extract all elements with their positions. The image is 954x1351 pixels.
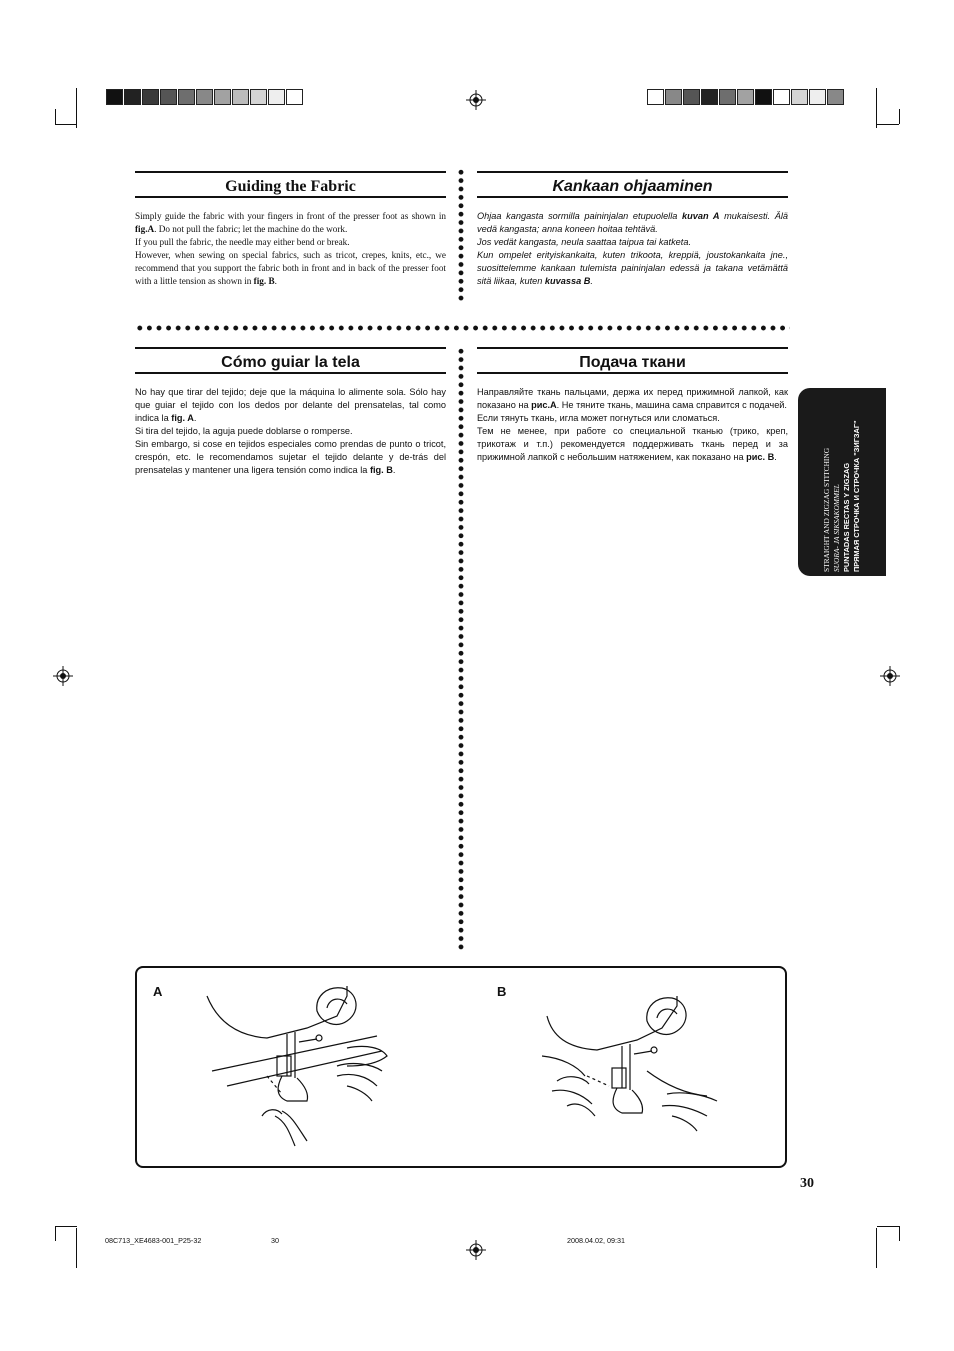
footer-date: 2008.04.02, 09:31 — [567, 1236, 625, 1245]
color-swatch — [160, 89, 177, 105]
section-body-ru: Направляйте ткань пальцами, держа их перед прижимной лапкой, как показано на рис.А. Не тяните ткань, машина сама справится с подачей. Если тянуть ткань, игла может погнуться или сломаться. Тем не менее, при работе со специальной тканью (трико, креп, трикотаж и т.п.) рекомендуется поддерживать ткань перед и за прижимной лапкой с небольшим натяжением, как показано на рис. В. — [477, 387, 788, 462]
color-swatch — [124, 89, 141, 105]
crop-mark — [876, 1228, 877, 1268]
section-body-fi: Ohjaa kangasta sormilla paininjalan etupuolella kuvan A mukaisesti. Älä vedä kangasta; anna koneen hoitaa tehtävä. Jos vedät kangasta, neula saattaa taipua tai katketa. Kun ompelet erityiskankaita, kuten trikoota, kreppiä, joustokankaita jne., suosittelemme kankaan tulemista paininjalan edessä ja takana vetämättä sitä liikaa, kuten kuvassa B. — [477, 211, 788, 286]
color-swatch — [773, 89, 790, 105]
crop-mark — [76, 1228, 77, 1268]
crop-mark — [877, 124, 899, 125]
color-swatch — [737, 89, 754, 105]
color-swatch — [232, 89, 249, 105]
figure-label-b: B — [497, 984, 507, 999]
color-swatch — [286, 89, 303, 105]
page-number: 30 — [800, 1176, 814, 1191]
color-swatch — [827, 89, 844, 105]
color-swatch — [665, 89, 682, 105]
registration-mark-icon — [880, 666, 900, 686]
crop-mark — [55, 109, 56, 124]
chapter-tab — [798, 388, 886, 576]
tab-line-es: PUNTADAS RECTAS Y ZIGZAG — [842, 462, 851, 572]
registration-mark-icon — [53, 666, 73, 686]
section-title-fi: Kankaan ohjaaminen — [477, 171, 788, 198]
section-title-es: Cómo guiar la tela — [135, 347, 446, 374]
section-title-ru: Подача ткани — [477, 347, 788, 374]
crop-mark — [55, 1226, 77, 1227]
color-swatch — [214, 89, 231, 105]
color-swatch — [719, 89, 736, 105]
crop-mark — [55, 1226, 56, 1241]
color-swatch — [268, 89, 285, 105]
crop-mark — [55, 124, 77, 125]
figure-box — [135, 966, 787, 1168]
section-title-en: Guiding the Fabric — [135, 171, 446, 198]
color-swatch — [683, 89, 700, 105]
tab-line-ru: ПРЯМАЯ СТРОЧКА И СТРОЧКА "ЗИГЗАГ" — [852, 420, 861, 572]
dotted-divider-vertical — [458, 347, 464, 951]
color-swatch — [250, 89, 267, 105]
dotted-divider-horizontal — [135, 325, 790, 331]
sewing-illustration-a — [197, 976, 397, 1156]
section-body-es: No hay que tirar del tejido; deje que la máquina lo alimente sola. Sólo hay que guiar el tejido con los dedos por delante del prensatelas, tal como indica la fig. A. Si tira del tejido, la aguja puede doblarse o romperse. Sin embargo, si cose en tejidos especiales como prendas de punto o tricot, crespón, etc. le recomendamos sujetar el tejido delante y de-trás del prensatelas y mantener una ligera tensión como indica la fig. B. — [135, 387, 446, 475]
crop-mark — [876, 88, 877, 128]
crop-mark — [899, 1226, 900, 1241]
crop-mark — [76, 88, 77, 128]
crop-mark — [877, 1226, 899, 1227]
figure-label-a: A — [153, 984, 163, 999]
tab-line-en: STRAIGHT AND ZIGZAG STITCHING — [822, 447, 831, 572]
color-swatch — [142, 89, 159, 105]
section-body-en: Simply guide the fabric with your fingers in front of the presser foot as shown in fig.A. Do not pull the fabric; let the machine do the work. If you pull the fabric, the needle may either bend or break. However, when sewing on special fabrics, such as tricot, crepes, knits, etc., we recommend that you support the fabric both in front and in back of the presser foot with a little tension as shown in fig. B. — [135, 211, 446, 286]
footer-page: 30 — [271, 1236, 279, 1245]
color-swatch — [196, 89, 213, 105]
color-swatch — [106, 89, 123, 105]
tab-line-fi: SUORA- JA SIKSAKOMMEL — [832, 484, 841, 572]
color-swatch — [178, 89, 195, 105]
registration-mark-icon — [466, 90, 486, 110]
dotted-divider-vertical — [458, 168, 464, 302]
color-swatch — [647, 89, 664, 105]
color-swatch — [809, 89, 826, 105]
crop-mark — [899, 109, 900, 124]
sewing-illustration-b — [537, 976, 737, 1156]
footer-filename: 08C713_XE4683-001_P25-32 — [105, 1236, 202, 1245]
color-swatch — [755, 89, 772, 105]
color-swatch — [701, 89, 718, 105]
registration-mark-icon — [466, 1240, 486, 1260]
color-swatch — [791, 89, 808, 105]
